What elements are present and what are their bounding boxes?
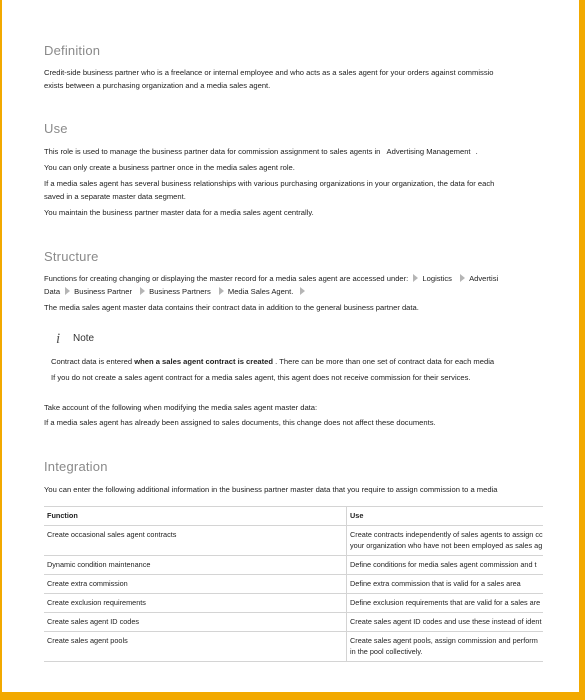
- note-line-1-bold: when a sales agent contract is created: [134, 357, 274, 366]
- path-item-business-partners[interactable]: Business Partners: [149, 287, 211, 296]
- function-table: [44, 506, 543, 662]
- path-arrow-icon: [140, 287, 145, 295]
- path-arrow-icon: [65, 287, 70, 295]
- caution-line-1: Take account of the following when modifying the media sales agent master data:: [44, 403, 318, 412]
- table-row: [44, 613, 543, 632]
- structure-path-line: [44, 285, 543, 298]
- use-line-3: If a media sales agent has several business relationships with various purchasing organizations in your organization, the data for each: [44, 179, 495, 188]
- table-header-row: [44, 507, 543, 526]
- caution-line-2: If a media sales agent has already been assigned to sales documents, this change does not affect these documents.: [44, 418, 436, 427]
- note-line-1-text: Contract data is entered: [51, 357, 133, 366]
- table-row: [44, 526, 543, 556]
- use-text-line: your organization who have not been employed as sales ag: [350, 541, 543, 550]
- table-header-use: Use: [347, 507, 544, 526]
- use-line-5: You maintain the business partner master data for a media sales agent centrally.: [44, 208, 314, 217]
- info-icon: i: [56, 331, 61, 347]
- use-line-4: saved in a separate master data segment.: [44, 192, 186, 201]
- definition-line-1: Credit-side business partner who is a freelance or internal employee and who acts as a sales agent for your orders against commissio: [44, 68, 494, 77]
- path-arrow-icon: [413, 274, 418, 282]
- table-cell-function: Create sales agent pools: [44, 632, 347, 662]
- use-text-line: in the pool collectively.: [350, 647, 423, 656]
- definition-heading: Definition: [44, 43, 101, 58]
- path-item-logistics[interactable]: Logistics: [422, 274, 452, 283]
- note-title: Note: [73, 333, 95, 344]
- advertising-management-link[interactable]: Advertising Management: [386, 147, 471, 156]
- table-cell-function: Create sales agent ID codes: [44, 613, 347, 632]
- structure-line-1-text: Functions for creating changing or displaying the master record for a media sales agent are accessed under:: [44, 274, 409, 283]
- integration-intro: You can enter the following additional information in the business partner master data that you require to assign commission to a media: [44, 485, 498, 494]
- path-end-arrow-icon: [300, 287, 305, 295]
- table-cell-use: [347, 632, 544, 662]
- table-cell-use: Define conditions for media sales agent commission and t: [347, 556, 544, 575]
- use-heading: Use: [44, 121, 68, 136]
- table-row: [44, 594, 543, 613]
- table-header-function: Function: [44, 507, 347, 526]
- table-row: [44, 632, 543, 662]
- use-line-1-end: .: [475, 147, 478, 156]
- path-item-media-sales-agent[interactable]: Media Sales Agent.: [227, 287, 294, 296]
- table-row: [44, 556, 543, 575]
- use-line-1-text: This role is used to manage the business partner data for commission assignment to sales agents in: [44, 147, 381, 156]
- use-line-1: [44, 145, 543, 158]
- note-line-1-end: . There can be more than one set of contract data for each media: [275, 357, 495, 366]
- table-cell-use: Define extra commission that is valid for a sales area: [347, 575, 544, 594]
- path-arrow-icon: [219, 287, 224, 295]
- table-cell-use: Define exclusion requirements that are valid for a sales are: [347, 594, 544, 613]
- table-cell-function: Create extra commission: [44, 575, 347, 594]
- table-row: [44, 575, 543, 594]
- table-cell-function: Create occasional sales agent contracts: [44, 526, 347, 556]
- use-line-2: You can only create a business partner once in the media sales agent role.: [44, 163, 295, 172]
- use-text-line: Create sales agent pools, assign commission and perform: [350, 636, 538, 645]
- table-cell-use: Create sales agent ID codes and use these instead of ident: [347, 613, 544, 632]
- structure-line-1: [44, 272, 543, 285]
- path-item-data[interactable]: Data: [44, 287, 61, 296]
- definition-line-2: exists between a purchasing organization and a media sales agent.: [44, 81, 271, 90]
- table-cell-use: [347, 526, 544, 556]
- structure-line-2: The media sales agent master data contains their contract data in addition to the general business partner data.: [44, 303, 419, 312]
- path-item-business-partner[interactable]: Business Partner: [74, 287, 132, 296]
- note-line-2: If you do not create a sales agent contract for a media sales agent, this agent does not receive commission for their services.: [51, 373, 471, 382]
- integration-heading: Integration: [44, 459, 108, 474]
- structure-heading: Structure: [44, 249, 99, 264]
- table-cell-function: Create exclusion requirements: [44, 594, 347, 613]
- use-text-line: Create contracts independently of sales agents to assign cc: [350, 530, 543, 539]
- document-page: [44, 0, 543, 700]
- path-item-advertising[interactable]: Advertisi: [469, 274, 499, 283]
- note-line-1: [51, 355, 543, 368]
- table-cell-function: Dynamic condition maintenance: [44, 556, 347, 575]
- path-arrow-icon: [460, 274, 465, 282]
